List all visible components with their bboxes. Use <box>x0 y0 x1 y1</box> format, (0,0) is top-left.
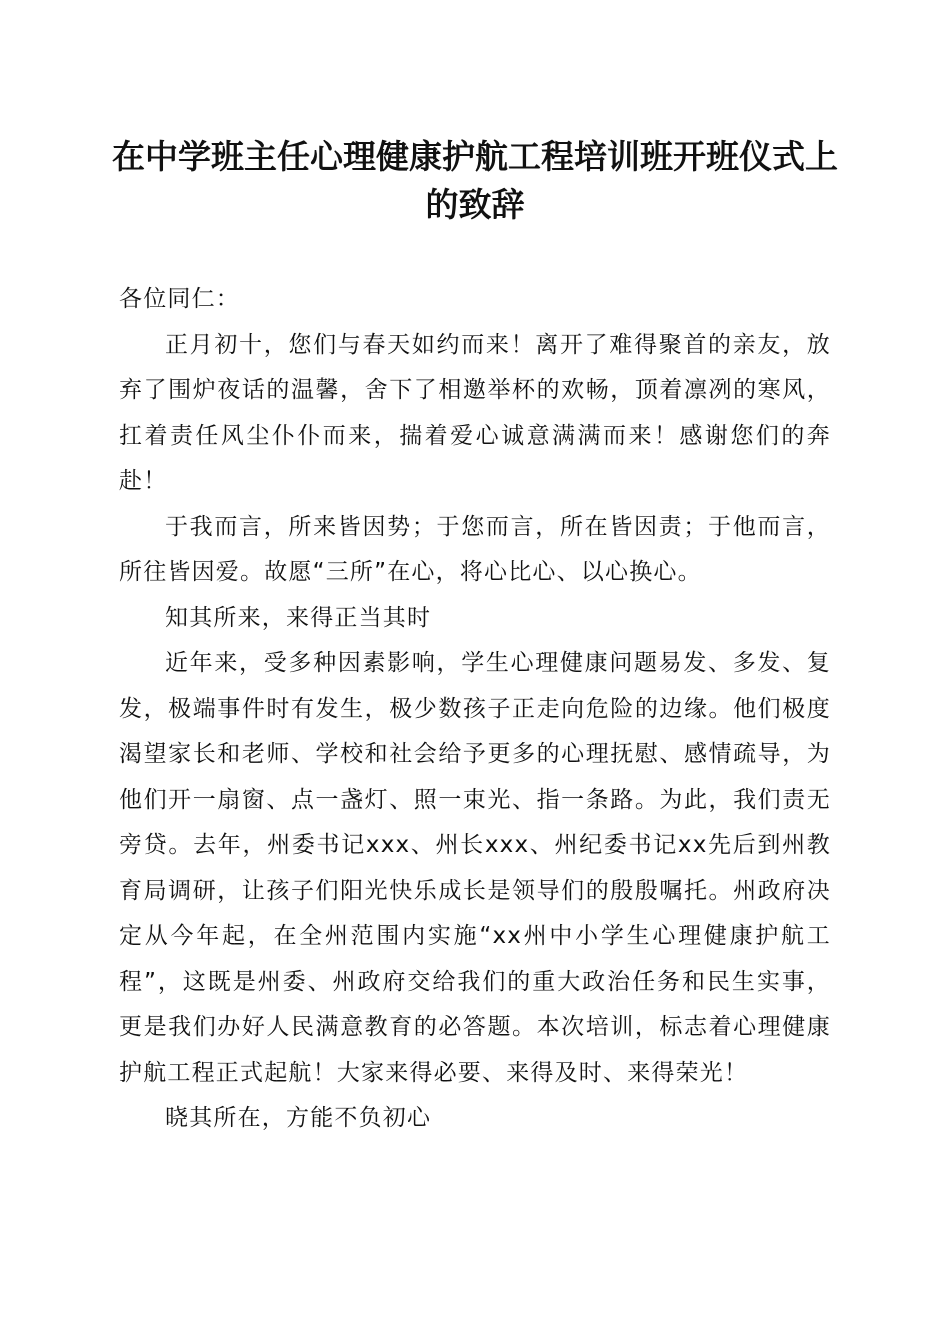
section-heading-2: 晓其所在，方能不负初心 <box>165 1105 432 1131</box>
section-heading-1: 知其所来，来得正当其时 <box>165 604 432 631</box>
paragraph-section-1: 近年来，受多种因素影响，学生心理健康问题易发、多发、复发，极端事件时有发生，极少数孩子正走向危险的边缘。他们极度渴望家长和老师、学校和社会给予更多的心理抚慰、感情疏导，为他们开一扇窗、点一盏灯、照一束光、指一条路。为此，我们责无旁贷。去年，州委书记xxx、州长xxx、州纪委书记xx先后到州教育局调研，让孩子们阳光快乐成长是领导们的殷殷嘱托。州政府决定从今年起，在全州范围内实施“xx州中小学生心理健康护航工程”，这既是州委、州政府交给我们的重大政治任务和民生实事，更是我们办好人民满意教育的必答题。本次培训，标志着心理健康护航工程正式起航！大家来得必要、来得及时、来得荣光！ <box>119 650 831 1086</box>
document-title: 在中学班主任心理健康护航工程培训班开班仪式上的致辞 <box>112 137 838 224</box>
document-body <box>119 277 831 1142</box>
paragraph-opening: 正月初十，您们与春天如约而来！离开了难得聚首的亲友，放弃了围炉夜话的温馨，舍下了相邀举杯的欢畅，顶着凛冽的寒风，扛着责任风尘仆仆而来，揣着爱心诚意满满而来！感谢您们的奔赴！ <box>119 331 831 494</box>
salutation: 各位同仁： <box>119 286 240 312</box>
paragraph-three-places: 于我而言，所来皆因势；于您而言，所在皆因责；于他而言，所往皆因爱。故愿“三所”在心，将心比心、以心换心。 <box>119 513 831 585</box>
